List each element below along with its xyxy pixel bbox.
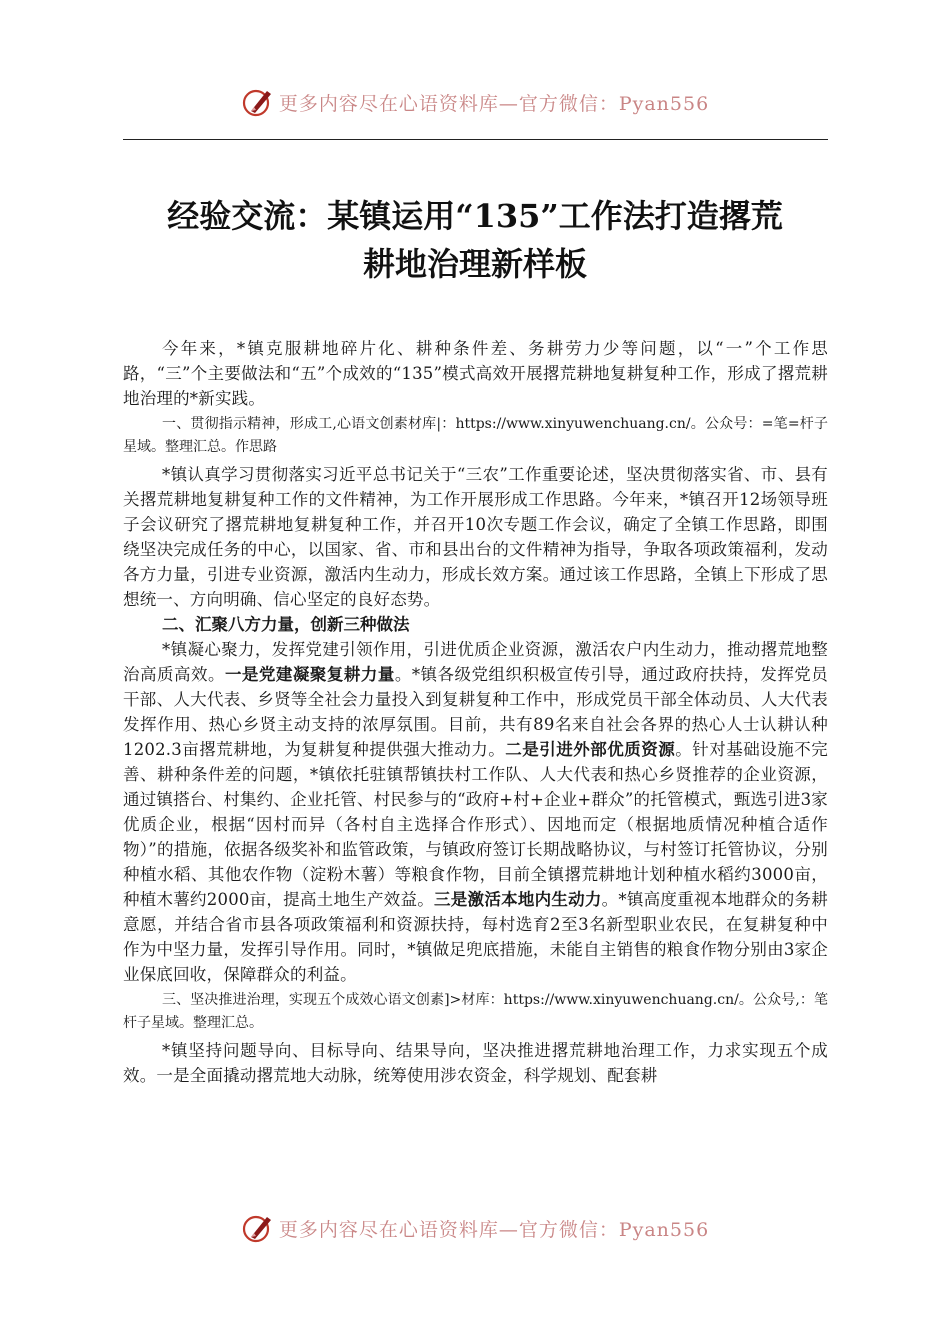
title-line-1: 经验交流：某镇运用“135”工作法打造撂荒 bbox=[167, 197, 783, 235]
section-2-body bbox=[123, 637, 828, 987]
section-2-bold-2: 二是引进外部优质资源 bbox=[505, 740, 676, 759]
section-2-heading: 二、汇聚八方力量，创新三种做法 bbox=[162, 615, 410, 634]
section-3-body: *镇坚持问题导向、目标导向、结果导向，坚决推进撂荒耕地治理工作，力求实现五个成效。一是全面撬动撂荒地大动脉，统筹使用涉农资金，科学规划、配套耕 bbox=[123, 1041, 828, 1085]
section-2-text-4: 。*镇高度重视本地群众的务耕意愿，并结合省市县各项政策福利和资源扶持，每村选育2至3名新型职业农民，在复耕复种中作为中坚力量，发挥引导作用。同时，*镇做足兜底措施，未能自主销售的粮食作物分别由3家企业保底回收，保障群众的利益。 bbox=[123, 890, 828, 984]
section-2-text-3: 。针对基础设施不完善、耕种条件差的问题，*镇依托驻镇帮镇扶村工作队、人大代表和热心乡贤推荐的企业资源，通过镇搭台、村集约、企业托管、村民参与的“政府+村+企业+群众”的托管模式，甄选引进3家优质企业，根据“因村而异（各村自主选择合作形式）、因地而定（根据地质情况种植合适作物）”的措施，依据各级奖补和监管政策，与镇政府签订长期战略协议，与村签订托管协议，分别种植水稻、其他农作物（淀粉木薯）等粮食作物，目前全镇撂荒耕地计划种植水稻约3000亩，种植木薯约2000亩，提高土地生产效益。 bbox=[123, 740, 828, 909]
pen-nib-logo-icon bbox=[241, 1211, 275, 1245]
section-2-bold-1: 一是党建凝聚复耕力量 bbox=[224, 665, 395, 684]
watermark-banner-top bbox=[0, 82, 950, 122]
title-line-2: 耕地治理新样板 bbox=[362, 245, 587, 283]
document-body bbox=[123, 336, 828, 1088]
header-divider bbox=[123, 139, 828, 140]
watermark-text: 更多内容尽在心语资料库—官方微信：Pyan556 bbox=[278, 1218, 710, 1241]
section-3-heading: 三、坚决推进治理，实现五个成效心语文创素]>材库：https://www.xinyuwenchuang.cn/。公众号,：笔杆子星域。整理汇总。 bbox=[123, 992, 828, 1031]
watermark-text: 更多内容尽在心语资料库—官方微信：Pyan556 bbox=[278, 92, 710, 115]
pen-nib-logo-icon bbox=[241, 85, 275, 119]
watermark-banner-bottom bbox=[0, 1208, 950, 1248]
section-2-text-2: 。*镇各级党组织积极宣传引导，通过政府扶持，发挥党员干部、人大代表、乡贤等全社会力量投入到复耕复种工作中，形成党员干部全体动员、人大代表发挥作用、热心乡贤主动支持的浓厚氛围。目前，共有89名来自社会各界的热心人士认耕认种1202.3亩撂荒耕地，为复耕复种提供强大推动力。 bbox=[123, 665, 828, 759]
section-1-body: *镇认真学习贯彻落实习近平总书记关于“三农”工作重要论述，坚决贯彻落实省、市、县有关撂荒耕地复耕复种工作的文件精神，为工作开展形成工作思路。今年来，*镇召开12场领导班子会议研究了撂荒耕地复耕复种工作，并召开10次专题工作会议，确定了全镇工作思路，即围绕坚决完成任务的中心，以国家、省、市和县出台的文件精神为指导，争取各项政策福利，发动各方力量，引进专业资源，激活内生动力，形成长效方案。通过该工作思路，全镇上下形成了思想统一、方向明确、信心坚定的良好态势。 bbox=[123, 465, 828, 609]
section-1-heading: 一、贯彻指示精神，形成工,心语文创素材库|：https://www.xinyuwenchuang.cn/。公众号：=笔=杆子星域。整理汇总。作思路 bbox=[123, 416, 828, 455]
section-2-text-1: *镇凝心聚力，发挥党建引领作用，引进优质企业资源，激活农户内生动力，推动撂荒地整治高质高效。 bbox=[123, 640, 828, 684]
intro-paragraph: 今年来，*镇克服耕地碎片化、耕种条件差、务耕劳力少等问题，以“一”个工作思路，“三”个主要做法和“五”个成效的“135”模式高效开展撂荒耕地复耕复种工作，形成了撂荒耕地治理的*新实践。 bbox=[123, 339, 828, 408]
section-2-bold-3: 三是激活本地内生动力 bbox=[434, 890, 602, 909]
document-title bbox=[100, 192, 850, 288]
